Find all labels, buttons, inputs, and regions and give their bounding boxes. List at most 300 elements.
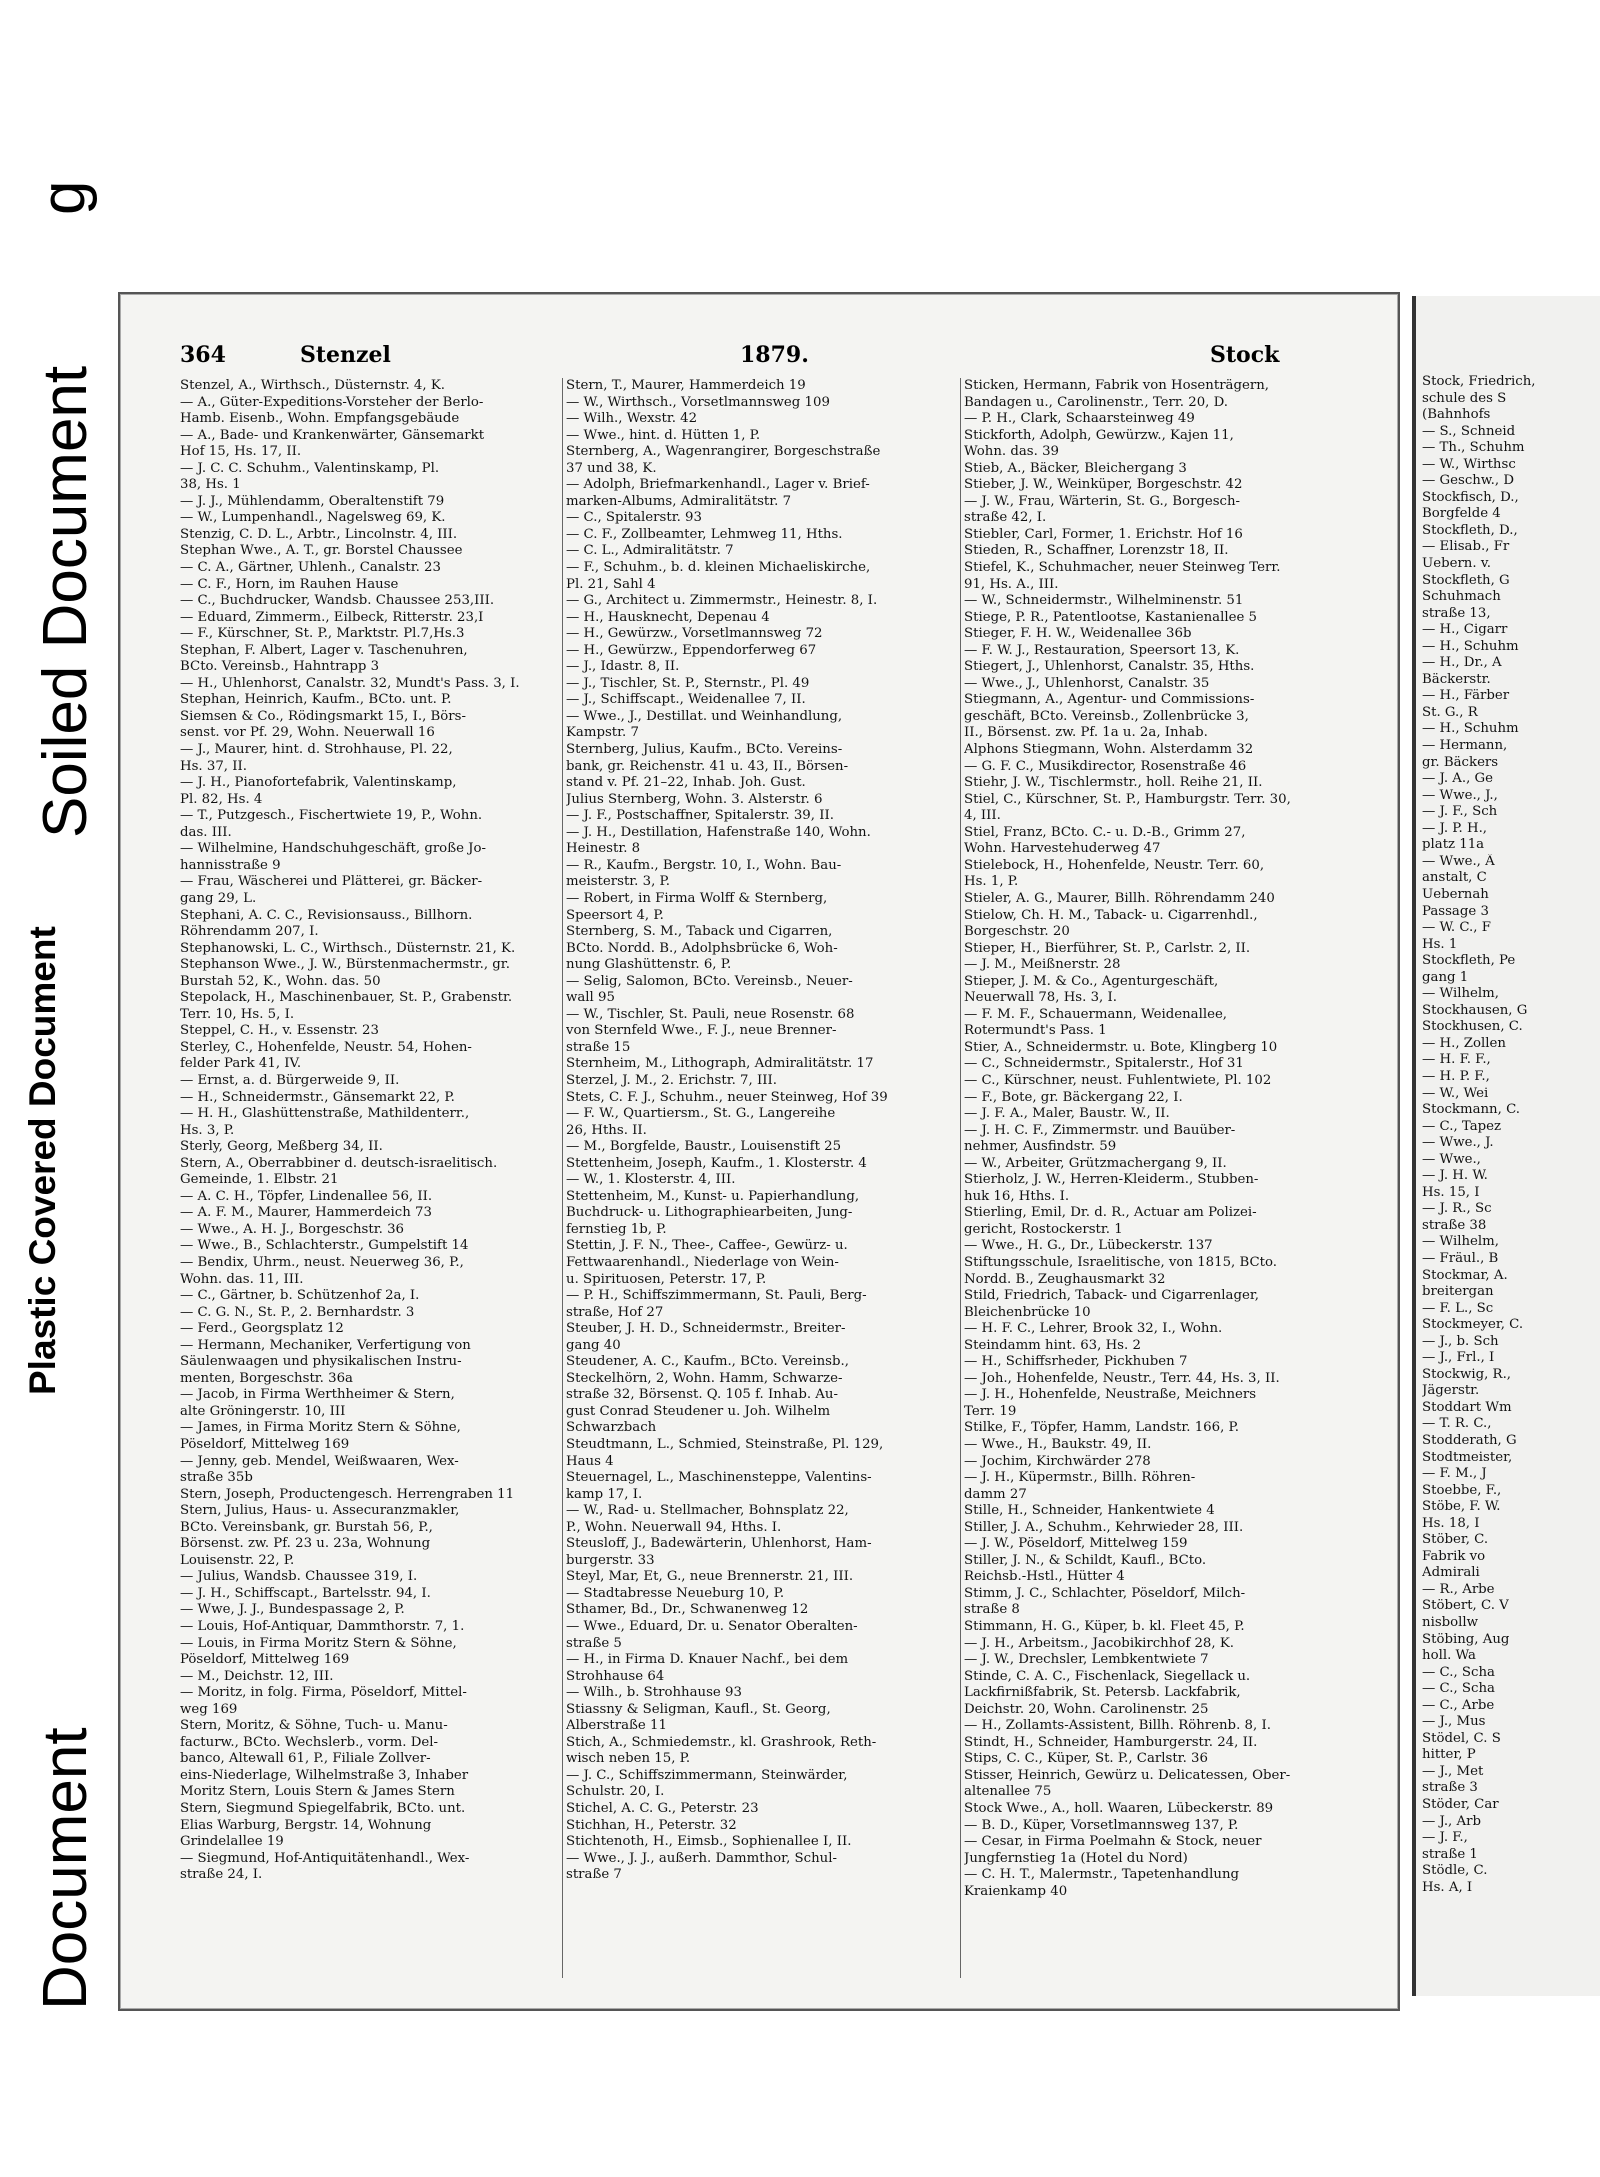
directory-entry-line: Jungfernstieg 1a (Hotel du Nord) bbox=[964, 1850, 1188, 1866]
directory-page bbox=[118, 292, 1400, 2011]
directory-entry-line: Stieb, A., Bäcker, Bleichergang 3 bbox=[964, 460, 1187, 476]
directory-entry-line: Steindamm hint. 63, Hs. 2 bbox=[964, 1337, 1141, 1353]
directory-entry-line: — H. H., Glashüttenstraße, Mathildenterr., bbox=[180, 1106, 470, 1122]
margin-label-soiled: Soiled Document bbox=[31, 365, 100, 838]
adjacent-entry-line: Stodtmeister, bbox=[1422, 1449, 1513, 1465]
directory-entry-line: Deichstr. 20, Wohn. Carolinenstr. 25 bbox=[964, 1701, 1209, 1717]
directory-entry-line: Stock Wwe., A., holl. Waaren, Lübeckerstr. 89 bbox=[964, 1801, 1274, 1817]
adjacent-entry-line: — J. A., Ge bbox=[1422, 771, 1494, 787]
adjacent-entry-line: — H., Dr., A bbox=[1422, 655, 1502, 671]
directory-entry-line: Stierling, Emil, Dr. d. R., Actuar am Polizei- bbox=[964, 1205, 1257, 1221]
directory-entry-line: Stilke, F., Töpfer, Hamm, Landstr. 166, P. bbox=[964, 1420, 1240, 1436]
directory-entry-line: Stiebler, Carl, Former, 1. Erichstr. Hof 16 bbox=[964, 526, 1243, 542]
directory-entry-line: — Jochim, Kirchwärder 278 bbox=[964, 1453, 1151, 1469]
adjacent-entry-line: Hs. 1 bbox=[1422, 936, 1458, 952]
directory-entry-line: Borgeschstr. 20 bbox=[964, 924, 1070, 940]
directory-entry-line: nehmer, Ausfindstr. 59 bbox=[964, 1139, 1117, 1155]
directory-entry-line: u. Spirituosen, Peterstr. 17, P. bbox=[566, 1271, 767, 1287]
directory-entry-line: Hof 15, Hs. 17, II. bbox=[180, 444, 302, 460]
adjacent-entry-line: Stöbe, F. W. bbox=[1422, 1499, 1501, 1515]
directory-entry-line: — A. F. M., Maurer, Hammerdeich 73 bbox=[180, 1205, 432, 1221]
directory-entry-line: — J. H., Pianofortefabrik, Valentinskamp, bbox=[180, 775, 457, 791]
adjacent-entry-line: — H. P. F., bbox=[1422, 1068, 1490, 1084]
directory-entry-line: Burstah 52, K., Wohn. das. 50 bbox=[180, 973, 381, 989]
adjacent-entry-line: holl. Wa bbox=[1422, 1648, 1476, 1664]
header-right-word: Stock bbox=[1210, 342, 1280, 368]
directory-entry-line: huk 16, Hths. I. bbox=[964, 1188, 1070, 1204]
directory-entry-line: — H., Gewürzw., Eppendorferweg 67 bbox=[566, 642, 817, 658]
adjacent-entry-line: Fabrik vo bbox=[1422, 1548, 1486, 1564]
directory-entry-line: — C., Buchdrucker, Wandsb. Chaussee 253,III. bbox=[180, 593, 495, 609]
directory-entry-line: Stimm, J. C., Schlachter, Pöseldorf, Milch- bbox=[964, 1585, 1246, 1601]
adjacent-entry-line: — J., Met bbox=[1422, 1763, 1484, 1779]
directory-entry-line: Kraienkamp 40 bbox=[964, 1883, 1068, 1899]
directory-entry-line: Röhrendamm 207, I. bbox=[180, 924, 319, 940]
page-number: 364 bbox=[180, 342, 226, 368]
header-year: 1879. bbox=[740, 342, 809, 368]
adjacent-entry-line: — J. R., Sc bbox=[1422, 1201, 1492, 1217]
adjacent-entry-line: — J. F., Sch bbox=[1422, 804, 1498, 820]
directory-entry-line: Stern, Joseph, Productengesch. Herrengraben 11 bbox=[180, 1486, 515, 1502]
directory-entry-line: bank, gr. Reichenstr. 41 u. 43, II., Börsen- bbox=[566, 758, 849, 774]
adjacent-entry-line: — Geschw., D bbox=[1422, 473, 1514, 489]
adjacent-entry-line: — C., Arbe bbox=[1422, 1697, 1495, 1713]
adjacent-entry-line: — Hermann, bbox=[1422, 738, 1508, 754]
directory-entry-line: — F. W., Quartiersm., St. G., Langereihe bbox=[566, 1106, 836, 1122]
adjacent-entry-line: Stock, Friedrich, bbox=[1422, 374, 1536, 389]
directory-entry-line: Stern, Julius, Haus- u. Assecuranzmakler, bbox=[180, 1503, 460, 1519]
directory-entry-line: Stichhan, H., Peterstr. 32 bbox=[566, 1817, 737, 1833]
directory-entry-line: Steuernagel, L., Maschinensteppe, Valentins- bbox=[566, 1470, 872, 1486]
directory-entry-line: — Louis, Hof-Antiquar, Dammthorstr. 7, 1. bbox=[180, 1619, 465, 1635]
directory-entry-line: Stimmann, H. G., Küper, b. kl. Fleet 45, P. bbox=[964, 1619, 1245, 1635]
adjacent-entry-line: — H., Cigarr bbox=[1422, 622, 1508, 638]
adjacent-entry-line: Stöder, Car bbox=[1422, 1797, 1499, 1813]
directory-entry-line: — Wwe., J. J., außerh. Dammthor, Schul- bbox=[566, 1850, 837, 1866]
directory-entry-line: menten, Borgeschstr. 36a bbox=[180, 1370, 353, 1386]
directory-entry-line: — J. W., Pöseldorf, Mittelweg 159 bbox=[964, 1536, 1188, 1552]
directory-entry-line: — Siegmund, Hof-Antiquitätenhandl., Wex- bbox=[180, 1850, 470, 1866]
adjacent-entry-line: hitter, P bbox=[1422, 1747, 1476, 1763]
adjacent-entry-line: straße 38 bbox=[1422, 1217, 1487, 1233]
directory-entry-line: das. III. bbox=[180, 824, 232, 840]
adjacent-entry-line: — H., Schuhm bbox=[1422, 638, 1519, 654]
directory-entry-line: 4, III. bbox=[964, 808, 1001, 824]
directory-entry-line: 26, Hths. II. bbox=[566, 1122, 647, 1138]
adjacent-entry-line: — Fräul., B bbox=[1422, 1250, 1499, 1266]
adjacent-entry-line: Stockhausen, G bbox=[1422, 1002, 1528, 1018]
directory-entry-line: von Sternfeld Wwe., F. J., neue Brenner- bbox=[566, 1023, 837, 1039]
directory-entry-line: Hs. 1, P. bbox=[964, 874, 1019, 890]
directory-entry-line: Louisenstr. 22, P. bbox=[180, 1552, 295, 1568]
adjacent-entry-line: Borgfelde 4 bbox=[1422, 506, 1501, 522]
adjacent-entry-line: straße 1 bbox=[1422, 1846, 1478, 1862]
directory-entry-line: Stips, C. C., Küper, St. P., Carlstr. 36 bbox=[964, 1751, 1208, 1767]
directory-entry-line: 91, Hs. A., III. bbox=[964, 576, 1059, 592]
directory-entry-line: Stieden, R., Schaffner, Lorenzstr 18, II. bbox=[964, 543, 1229, 559]
adjacent-entry-line: — W., Wei bbox=[1422, 1085, 1489, 1101]
adjacent-entry-line: — J. F., bbox=[1422, 1830, 1468, 1846]
directory-entry-line: straße 24, I. bbox=[180, 1867, 263, 1883]
directory-entry-line: — W., Lumpenhandl., Nagelsweg 69, K. bbox=[180, 510, 446, 526]
adjacent-entry-line: straße 13, bbox=[1422, 605, 1491, 621]
directory-entry-line: Gemeinde, 1. Elbstr. 21 bbox=[180, 1172, 339, 1188]
directory-entry-line: Sticken, Hermann, Fabrik von Hosenträgern, bbox=[964, 378, 1270, 393]
directory-entry-line: Wohn. das. 11, III. bbox=[180, 1271, 304, 1287]
adjacent-entry-line: Passage 3 bbox=[1422, 903, 1489, 919]
adjacent-entry-line: Stockfleth, G bbox=[1422, 572, 1510, 588]
directory-entry-line: BCto. Vereinsbank, gr. Burstah 56, P., bbox=[180, 1519, 433, 1535]
directory-entry-line: Schulstr. 20, I. bbox=[566, 1784, 665, 1800]
directory-entry-line: — Wwe., A. H. J., Borgeschstr. 36 bbox=[180, 1221, 404, 1237]
directory-entry-line: — J., Schiffscapt., Weidenallee 7, II. bbox=[566, 692, 806, 708]
directory-entry-line: — C., Spitalerstr. 93 bbox=[566, 510, 702, 526]
directory-entry-line: fernstieg 1b, P. bbox=[566, 1221, 667, 1237]
adjacent-entry-line: gang 1 bbox=[1422, 969, 1469, 985]
directory-entry-line: Stich, A., Schmiedemstr., kl. Grashrook, Reth- bbox=[566, 1734, 877, 1750]
directory-entry-line: — J. H., Destillation, Hafenstraße 140, Wohn. bbox=[566, 824, 871, 840]
directory-entry-line: Reichsb.-Hstl., Hütter 4 bbox=[964, 1569, 1125, 1585]
directory-entry-line: — J. H., Arbeitsm., Jacobikirchhof 28, K. bbox=[964, 1635, 1235, 1651]
directory-entry-line: Stiller, J. A., Schuhm., Kehrwieder 28, III. bbox=[964, 1519, 1244, 1535]
directory-entry-line: Siemsen & Co., Rödingsmarkt 15, I., Börs- bbox=[180, 708, 466, 724]
adjacent-entry-line: — Wwe., J., bbox=[1422, 787, 1498, 803]
adjacent-entry-line: — Wwe., J. bbox=[1422, 1135, 1494, 1151]
directory-entry-line: straße 42, I. bbox=[964, 510, 1047, 526]
directory-entry-line: Stieper, H., Bierführer, St. P., Carlstr. 2, II. bbox=[964, 940, 1251, 956]
directory-entry-line: Nordd. B., Zeughausmarkt 32 bbox=[964, 1271, 1166, 1287]
directory-entry-line: Stinde, C. A. C., Fischenlack, Siegellack u. bbox=[964, 1668, 1251, 1684]
directory-entry-line: Stets, C. F. J., Schuhm., neuer Steinweg, Hof 39 bbox=[566, 1089, 888, 1105]
directory-entry-line: nung Glashüttenstr. 6, P. bbox=[566, 957, 732, 973]
directory-entry-line: Hs. 3, P. bbox=[180, 1122, 235, 1138]
adjacent-entry-line: — Elisab., Fr bbox=[1422, 539, 1510, 555]
directory-entry-line: BCto. Vereinsb., Hahntrapp 3 bbox=[180, 659, 380, 675]
adjacent-entry-line: — T. R. C., bbox=[1422, 1416, 1492, 1432]
adjacent-entry-line: — J., Arb bbox=[1422, 1813, 1481, 1829]
adjacent-entry-line: — F. L., Sc bbox=[1422, 1300, 1494, 1316]
header-left-word: Stenzel bbox=[300, 342, 391, 368]
directory-entry-line: — A., Güter-Expeditions-Vorsteher der Berlo- bbox=[180, 394, 484, 410]
directory-entry-line: stand v. Pf. 21–22, Inhab. Joh. Gust. bbox=[566, 775, 806, 791]
directory-entry-line: gericht, Rostockerstr. 1 bbox=[964, 1221, 1123, 1237]
directory-entry-line: Stielow, Ch. H. M., Taback- u. Cigarrenhdl., bbox=[964, 907, 1258, 923]
adjacent-entry-line: nisbollw bbox=[1422, 1615, 1479, 1631]
adjacent-entry-line: Jägerstr. bbox=[1422, 1383, 1480, 1399]
adjacent-entry-line: — C., Tapez bbox=[1422, 1118, 1502, 1134]
directory-entry-line: — G., Architect u. Zimmermstr., Heinestr. 8, I. bbox=[566, 593, 878, 609]
directory-entry-line: felder Park 41, IV. bbox=[180, 1056, 302, 1072]
directory-entry-line: Schwarzbach bbox=[566, 1420, 657, 1436]
directory-entry-line: weg 169 bbox=[180, 1701, 238, 1717]
directory-entry-line: — J. C. C. Schuhm., Valentinskamp, Pl. bbox=[180, 460, 440, 476]
directory-entry-line: Stichel, A. C. G., Peterstr. 23 bbox=[566, 1801, 759, 1817]
adjacent-entry-line: St. G., R bbox=[1422, 704, 1478, 720]
directory-entry-line: Stepolack, H., Maschinenbauer, St. P., Grabenstr. bbox=[180, 990, 513, 1006]
directory-entry-line: Stieber, J. W., Weinküper, Borgeschstr. 42 bbox=[964, 477, 1243, 493]
adjacent-entry-line: Stödle, C. bbox=[1422, 1863, 1488, 1879]
directory-entry-line: — Wwe, J. J., Bundespassage 2, P. bbox=[180, 1602, 405, 1618]
directory-entry-line: — H., Schneidermstr., Gänsemarkt 22, P. bbox=[180, 1089, 455, 1105]
directory-entry-line: Stieger, F. H. W., Weidenallee 36b bbox=[964, 626, 1192, 642]
directory-entry-line: — J., Idastr. 8, II. bbox=[566, 659, 680, 675]
directory-entry-line: — Wilh., Wexstr. 42 bbox=[566, 411, 698, 427]
directory-entry-line: — Wwe., H. G., Dr., Lübeckerstr. 137 bbox=[964, 1238, 1213, 1254]
directory-entry-line: II., Börsenst. zw. Pf. 1a u. 2a, Inhab. bbox=[964, 725, 1208, 741]
directory-entry-line: Stenzel, A., Wirthsch., Düsternstr. 4, K. bbox=[180, 378, 445, 393]
directory-column-3 bbox=[964, 378, 1344, 1998]
directory-entry-line: geschäft, BCto. Vereinsb., Zollenbrücke 3, bbox=[964, 708, 1249, 724]
directory-entry-line: wisch neben 15, P. bbox=[566, 1751, 691, 1767]
adjacent-entry-line: Uebernah bbox=[1422, 886, 1489, 902]
adjacent-entry-line: Stoddart Wm bbox=[1422, 1399, 1512, 1415]
directory-entry-line: gust Conrad Steudener u. Joh. Wilhelm bbox=[566, 1403, 831, 1419]
directory-entry-line: — W., Rad- u. Stellmacher, Bohnsplatz 22, bbox=[566, 1503, 849, 1519]
directory-entry-line: Heinestr. 8 bbox=[566, 841, 641, 857]
adjacent-entry-line: straße 3 bbox=[1422, 1780, 1478, 1796]
directory-entry-line: Stille, H., Schneider, Hankentwiete 4 bbox=[964, 1503, 1215, 1519]
directory-entry-line: — Wwe., hint. d. Hütten 1, P. bbox=[566, 427, 761, 443]
directory-entry-line: — F., Kürschner, St. P., Marktstr. Pl.7,Hs.3 bbox=[180, 626, 465, 642]
directory-entry-line: Stieper, J. M. & Co., Agenturgeschäft, bbox=[964, 973, 1219, 989]
adjacent-entry-line: — H., Färber bbox=[1422, 688, 1510, 704]
directory-entry-line: — M., Borgfelde, Baustr., Louisenstift 25 bbox=[566, 1139, 842, 1155]
directory-entry-line: Steckelhörn, 2, Wohn. Hamm, Schwarze- bbox=[566, 1370, 843, 1386]
directory-entry-line: — P. H., Schiffszimmermann, St. Pauli, Berg- bbox=[566, 1288, 867, 1304]
directory-entry-line: — J. F., Postschaffner, Spitalerstr. 39, II. bbox=[566, 808, 834, 824]
directory-entry-line: Stephan, F. Albert, Lager v. Taschenuhren, bbox=[180, 642, 468, 658]
directory-entry-line: Stielebock, H., Hohenfelde, Neustr. Terr. 60, bbox=[964, 857, 1265, 873]
directory-entry-line: — W., 1. Klosterstr. 4, III. bbox=[566, 1172, 736, 1188]
directory-entry-line: Stiegmann, A., Agentur- und Commissions- bbox=[964, 692, 1255, 708]
directory-entry-line: Stephani, A. C. C., Revisionsauss., Billhorn. bbox=[180, 907, 473, 923]
directory-entry-line: — C. L., Admiralitätstr. 7 bbox=[566, 543, 734, 559]
directory-entry-line: Rotermundt's Pass. 1 bbox=[964, 1023, 1107, 1039]
margin-label-plastic: Plastic Covered Document bbox=[22, 926, 63, 1395]
directory-entry-line: straße 7 bbox=[566, 1867, 622, 1883]
directory-entry-line: — C., Gärtner, b. Schützenhof 2a, I. bbox=[180, 1288, 420, 1304]
directory-entry-line: — F., Schuhm., b. d. kleinen Michaeliskirche, bbox=[566, 560, 871, 576]
directory-entry-line: Stild, Friedrich, Taback- und Cigarrenlager, bbox=[964, 1288, 1259, 1304]
directory-entry-line: — C., Schneidermstr., Spitalerstr., Hof 31 bbox=[964, 1056, 1244, 1072]
adjacent-entry-line: Stödel, C. S bbox=[1422, 1730, 1501, 1746]
directory-entry-line: marken-Albums, Admiralitätstr. 7 bbox=[566, 493, 792, 509]
directory-entry-line: — Wwe., H., Baukstr. 49, II. bbox=[964, 1437, 1152, 1452]
directory-entry-line: Stiller, J. N., & Schildt, Kaufl., BCto. bbox=[964, 1552, 1207, 1568]
directory-entry-line: Steppel, C. H., v. Essenstr. 23 bbox=[180, 1023, 379, 1039]
directory-entry-line: — Wwe., B., Schlachterstr., Gumpelstift 14 bbox=[180, 1238, 469, 1254]
directory-entry-line: Wohn. Harvestehuderweg 47 bbox=[964, 841, 1161, 857]
directory-entry-line: — Hermann, Mechaniker, Verfertigung von bbox=[180, 1337, 471, 1353]
directory-entry-line: Stierholz, J. W., Herren-Kleiderm., Stubben- bbox=[964, 1172, 1259, 1188]
directory-entry-line: — Wwe., J., Uhlenhorst, Canalstr. 35 bbox=[964, 675, 1210, 691]
directory-entry-line: — H., Gewürzw., Vorsetlmannsweg 72 bbox=[566, 626, 823, 642]
directory-entry-line: Pöseldorf, Mittelweg 169 bbox=[180, 1437, 350, 1452]
directory-entry-line: — Eduard, Zimmerm., Eilbeck, Ritterstr. 23,I bbox=[180, 609, 484, 625]
directory-entry-line: BCto. Nordd. B., Adolphsbrücke 6, Woh- bbox=[566, 940, 838, 956]
directory-entry-line: — R., Kaufm., Bergstr. 10, I., Wohn. Bau- bbox=[566, 857, 842, 873]
directory-entry-line: Fettwaarenhandl., Niederlage von Wein- bbox=[566, 1254, 839, 1270]
directory-entry-line: — P. H., Clark, Schaarsteinweg 49 bbox=[964, 411, 1195, 427]
directory-entry-line: — J. H., Schiffscapt., Bartelsstr. 94, I. bbox=[180, 1585, 431, 1601]
directory-entry-line: Terr. 10, Hs. 5, I. bbox=[180, 1006, 295, 1022]
margin-label-soiled-fragment: g bbox=[29, 180, 98, 215]
directory-entry-line: Stier, A., Schneidermstr. u. Bote, Klingberg 10 bbox=[964, 1039, 1278, 1055]
adjacent-entry-line: — Wilhelm, bbox=[1422, 986, 1499, 1002]
directory-entry-line: — C. A., Gärtner, Uhlenh., Canalstr. 23 bbox=[180, 560, 441, 576]
directory-entry-line: Terr. 19 bbox=[964, 1403, 1017, 1419]
directory-entry-line: Sternberg, A., Wagenrangirer, Borgeschstraße bbox=[566, 444, 881, 460]
directory-entry-line: — Joh., Hohenfelde, Neustr., Terr. 44, Hs. 3, II. bbox=[964, 1370, 1280, 1386]
adjacent-entry-line: — Wilhelm, bbox=[1422, 1234, 1499, 1250]
directory-entry-line: Stiefel, K., Schuhmacher, neuer Steinweg Terr. bbox=[964, 560, 1281, 576]
directory-entry-line: — C. F., Zollbeamter, Lehmweg 11, Hths. bbox=[566, 526, 843, 542]
directory-entry-line: Moritz Stern, Louis Stern & James Stern bbox=[180, 1784, 455, 1800]
adjacent-entry-line: anstalt, C bbox=[1422, 870, 1487, 886]
directory-entry-line: Sterzel, J. M., 2. Erichstr. 7, III. bbox=[566, 1072, 777, 1088]
directory-entry-line: Stephanson Wwe., J. W., Bürstenmachermstr., gr. bbox=[180, 957, 510, 973]
adjacent-entry-line: Stockfleth, Pe bbox=[1422, 953, 1516, 969]
directory-column-2 bbox=[566, 378, 942, 1998]
adjacent-entry-line: — J. P. H., bbox=[1422, 820, 1488, 836]
adjacent-entry-line: — W. C., F bbox=[1422, 920, 1491, 936]
directory-entry-line: — M., Deichstr. 12, III. bbox=[180, 1668, 334, 1684]
directory-entry-line: — Cesar, in Firma Poelmahn & Stock, neuer bbox=[964, 1834, 1262, 1850]
directory-entry-line: Alberstraße 11 bbox=[566, 1718, 667, 1734]
directory-entry-line: Stenzig, C. D. L., Arbtr., Lincolnstr. 4, III. bbox=[180, 526, 458, 542]
directory-entry-line: straße 8 bbox=[964, 1602, 1020, 1618]
directory-entry-line: — Julius, Wandsb. Chaussee 319, I. bbox=[180, 1569, 418, 1585]
directory-entry-line: — J. F. A., Maler, Baustr. W., II. bbox=[964, 1106, 1170, 1122]
directory-entry-line: straße 5 bbox=[566, 1635, 622, 1651]
directory-entry-line: Stindt, H., Schneider, Hamburgerstr. 24, II. bbox=[964, 1734, 1258, 1750]
directory-entry-line: — A., Bade- und Krankenwärter, Gänsemarkt bbox=[180, 427, 485, 443]
directory-entry-line: — H., Zollamts-Assistent, Billh. Röhrenb. 8, I. bbox=[964, 1718, 1271, 1734]
directory-entry-line: Stickforth, Adolph, Gewürzw., Kajen 11, bbox=[964, 427, 1234, 443]
directory-entry-line: Steudener, A. C., Kaufm., BCto. Vereinsb., bbox=[566, 1354, 849, 1370]
directory-entry-line: — A. C. H., Töpfer, Lindenallee 56, II. bbox=[180, 1188, 433, 1204]
adjacent-entry-line: Stöber, C. bbox=[1422, 1532, 1489, 1548]
adjacent-entry-line: Uebern. v. bbox=[1422, 556, 1491, 572]
directory-entry-line: Stettin, J. F. N., Thee-, Caffee-, Gewürz- u. bbox=[566, 1238, 848, 1254]
adjacent-entry-line: — C., Scha bbox=[1422, 1664, 1495, 1680]
directory-entry-line: Stern, T., Maurer, Hammerdeich 19 bbox=[566, 378, 806, 393]
directory-entry-line: Pöseldorf, Mittelweg 169 bbox=[180, 1652, 350, 1668]
directory-entry-line: — Ernst, a. d. Bürgerweide 9, II. bbox=[180, 1072, 400, 1088]
directory-entry-line: — James, in Firma Moritz Stern & Söhne, bbox=[180, 1420, 461, 1436]
directory-entry-line: Stettenheim, Joseph, Kaufm., 1. Klosterstr. 4 bbox=[566, 1155, 867, 1171]
directory-entry-line: — Ferd., Georgsplatz 12 bbox=[180, 1321, 344, 1337]
directory-entry-line: kamp 17, I. bbox=[566, 1486, 643, 1502]
directory-entry-line: gang 29, L. bbox=[180, 890, 257, 906]
directory-entry-line: Bleichenbrücke 10 bbox=[964, 1304, 1091, 1320]
directory-entry-line: Säulenwaagen und physikalischen Instru- bbox=[180, 1354, 462, 1370]
directory-entry-line: wall 95 bbox=[566, 990, 615, 1006]
directory-entry-line: Stiftungsschule, Israelitische, von 1815, BCto. bbox=[964, 1254, 1278, 1270]
directory-entry-line: P., Wohn. Neuerwall 94, Hths. I. bbox=[566, 1519, 782, 1535]
directory-entry-line: facturw., BCto. Wechslerb., vorm. Del- bbox=[180, 1734, 438, 1750]
adjacent-entry-line: platz 11a bbox=[1422, 837, 1485, 853]
directory-entry-line: Stettenheim, M., Kunst- u. Papierhandlung, bbox=[566, 1188, 860, 1204]
adjacent-entry-line: — J., b. Sch bbox=[1422, 1333, 1499, 1349]
directory-entry-line: Stiegert, J., Uhlenhorst, Canalstr. 35, Hths. bbox=[964, 659, 1255, 675]
column-divider bbox=[562, 378, 563, 1978]
directory-entry-line: straße 35b bbox=[180, 1470, 253, 1486]
adjacent-entry-line: Stockhusen, C. bbox=[1422, 1019, 1523, 1035]
directory-entry-line: Neuerwall 78, Hs. 3, I. bbox=[964, 990, 1117, 1006]
page-header bbox=[180, 342, 1330, 372]
directory-entry-line: Stichtenoth, H., Eimsb., Sophienallee I, II. bbox=[566, 1834, 852, 1850]
directory-entry-line: — J., Tischler, St. P., Sternstr., Pl. 49 bbox=[566, 675, 810, 691]
directory-entry-line: Stephan, Heinrich, Kaufm., BCto. unt. P. bbox=[180, 692, 452, 708]
directory-entry-line: — J. M., Meißnerstr. 28 bbox=[964, 957, 1121, 973]
directory-entry-line: Stern, A., Oberrabbiner d. deutsch-israelitisch. bbox=[180, 1155, 498, 1171]
directory-entry-line: Steuber, J. H. D., Schneidermstr., Breiter- bbox=[566, 1321, 846, 1337]
directory-entry-line: — H., Uhlenhorst, Canalstr. 32, Mundt's Pass. 3, I. bbox=[180, 675, 520, 691]
directory-entry-line: Hamb. Eisenb., Wohn. Empfangsgebäude bbox=[180, 411, 460, 427]
adjacent-entry-line: — J., Frl., I bbox=[1422, 1350, 1495, 1366]
adjacent-entry-line: Admirali bbox=[1422, 1565, 1480, 1581]
directory-entry-line: Steusloff, J., Badewärterin, Uhlenhorst, Ham- bbox=[566, 1536, 872, 1552]
adjacent-entry-line: — Wwe., Ä bbox=[1422, 853, 1495, 869]
directory-entry-line: Hs. 37, II. bbox=[180, 758, 247, 774]
adjacent-entry-line: — J. H. W. bbox=[1422, 1168, 1488, 1184]
directory-entry-line: Sthamer, Bd., Dr., Schwanenweg 12 bbox=[566, 1602, 809, 1618]
directory-entry-line: meisterstr. 3, P. bbox=[566, 874, 671, 890]
directory-entry-line: — Wwe., J., Destillat. und Weinhandlung, bbox=[566, 708, 843, 724]
directory-entry-line: Julius Sternberg, Wohn. 3. Alsterstr. 6 bbox=[566, 791, 823, 807]
directory-entry-line: — B. D., Küper, Vorsetlmannsweg 137, P. bbox=[964, 1817, 1239, 1833]
directory-entry-line: — Adolph, Briefmarkenhandl., Lager v. Brief- bbox=[566, 477, 870, 493]
directory-entry-line: — T., Putzgesch., Fischertwiete 19, P., Wohn. bbox=[180, 808, 483, 824]
adjacent-entry-line: breitergan bbox=[1422, 1284, 1494, 1300]
directory-entry-line: — J. H., Küpermstr., Billh. Röhren- bbox=[964, 1470, 1196, 1486]
adjacent-entry-line: — W., Wirthsc bbox=[1422, 456, 1516, 472]
directory-entry-line: Stieler, A. G., Maurer, Billh. Röhrendamm 240 bbox=[964, 890, 1275, 906]
directory-entry-line: damm 27 bbox=[964, 1486, 1027, 1502]
directory-entry-line: — J. H., Hohenfelde, Neustraße, Meichners bbox=[964, 1387, 1257, 1403]
directory-entry-line: — Wwe., Eduard, Dr. u. Senator Oberalten- bbox=[566, 1619, 858, 1635]
adjacent-entry-line: Stockfleth, D., bbox=[1422, 522, 1518, 538]
directory-entry-line: Stern, Siegmund Spiegelfabrik, BCto. unt. bbox=[180, 1801, 466, 1817]
adjacent-entry-line: Stockmeyer, C. bbox=[1422, 1317, 1524, 1333]
directory-entry-line: — W., Tischler, St. Pauli, neue Rosenstr. 68 bbox=[566, 1006, 855, 1022]
directory-entry-line: Sternberg, Julius, Kaufm., BCto. Vereins- bbox=[566, 742, 843, 758]
directory-entry-line: — Jacob, in Firma Werthheimer & Stern, bbox=[180, 1387, 455, 1403]
directory-entry-line: straße 15 bbox=[566, 1039, 631, 1055]
directory-entry-line: eins-Niederlage, Wilhelmstraße 3, Inhaber bbox=[180, 1767, 469, 1783]
directory-entry-line: — C. F., Horn, im Rauhen Hause bbox=[180, 576, 399, 592]
adjacent-entry-line: Stockmann, C. bbox=[1422, 1102, 1521, 1118]
adjacent-entry-line: Hs. 18, I bbox=[1422, 1515, 1480, 1531]
directory-entry-line: — J. W., Frau, Wärterin, St. G., Borgesch- bbox=[964, 493, 1241, 509]
directory-entry-line: — Stadtabresse Neueburg 10, P. bbox=[566, 1585, 785, 1601]
directory-entry-line: Stiel, C., Kürschner, St. P., Hamburgstr. Terr. 30, bbox=[964, 791, 1291, 807]
directory-entry-line: — C. G. N., St. P., 2. Bernhardstr. 3 bbox=[180, 1304, 415, 1320]
directory-entry-line: — F. W. J., Restauration, Speersort 13, K. bbox=[964, 642, 1240, 658]
directory-entry-line: Wohn. das. 39 bbox=[964, 444, 1059, 460]
directory-entry-line: — Louis, in Firma Moritz Stern & Söhne, bbox=[180, 1635, 457, 1651]
adjacent-page-column bbox=[1422, 374, 1600, 1974]
directory-entry-line: burgerstr. 33 bbox=[566, 1552, 655, 1568]
adjacent-entry-line: Stockwig, R., bbox=[1422, 1366, 1512, 1382]
adjacent-entry-line: Stöbing, Aug bbox=[1422, 1631, 1510, 1647]
directory-entry-line: straße, Hof 27 bbox=[566, 1304, 664, 1320]
directory-entry-line: — J. H. C. F., Zimmermstr. und Bauüber- bbox=[964, 1122, 1236, 1138]
adjacent-page-fragment bbox=[1412, 296, 1600, 1996]
directory-entry-line: Kampstr. 7 bbox=[566, 725, 639, 741]
directory-entry-line: — C., Kürschner, neust. Fuhlentwiete, Pl. 102 bbox=[964, 1072, 1272, 1088]
